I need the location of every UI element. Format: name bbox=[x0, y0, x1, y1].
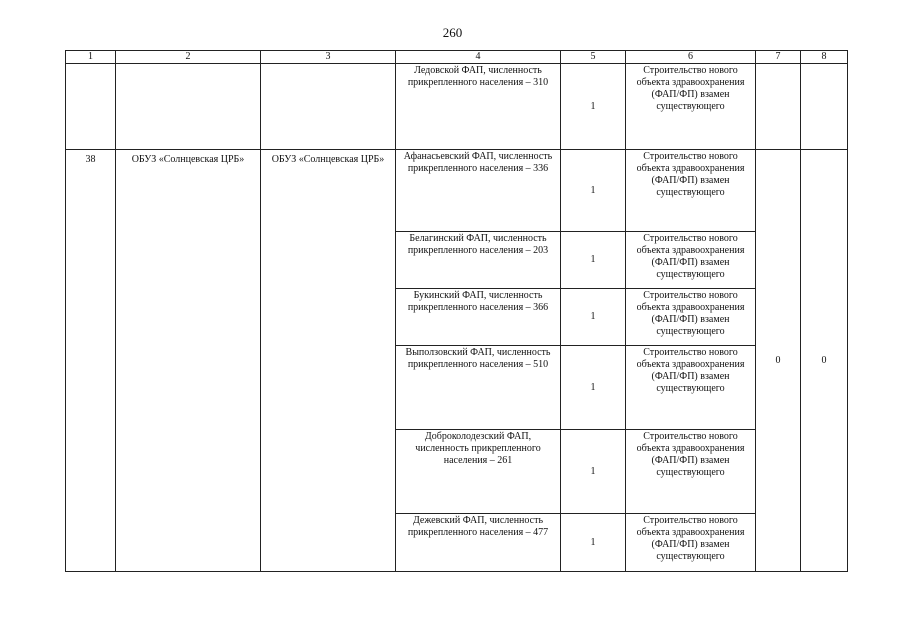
organization-name: ОБУЗ «Солнцевская ЦРБ» bbox=[116, 150, 261, 572]
table-row bbox=[66, 64, 848, 150]
fap-count: 1 bbox=[561, 232, 626, 289]
column-number: 4 bbox=[396, 51, 561, 64]
document-table bbox=[65, 50, 848, 572]
column-number: 7 bbox=[756, 51, 801, 64]
column-7-value: 0 bbox=[756, 150, 801, 572]
table-row bbox=[66, 150, 848, 232]
fap-description: Букинский ФАП, численность прикрепленного населения – 366 bbox=[396, 289, 561, 346]
column-number: 3 bbox=[261, 51, 396, 64]
action-description: Строительство нового объекта здравоохранения (ФАП/ФП) взамен существующего bbox=[626, 514, 756, 572]
fap-count: 1 bbox=[561, 64, 626, 150]
fap-description: Афанасьевский ФАП, численность прикрепленного населения – 336 bbox=[396, 150, 561, 232]
column-number: 2 bbox=[116, 51, 261, 64]
fap-description: Выползовский ФАП, численность прикрепленного населения – 510 bbox=[396, 346, 561, 430]
column-number-row bbox=[66, 51, 848, 64]
column-number: 6 bbox=[626, 51, 756, 64]
action-description: Строительство нового объекта здравоохранения (ФАП/ФП) взамен существующего bbox=[626, 289, 756, 346]
column-8-value: 0 bbox=[801, 150, 848, 572]
fap-count: 1 bbox=[561, 346, 626, 430]
action-description: Строительство нового объекта здравоохранения (ФАП/ФП) взамен существующего bbox=[626, 232, 756, 289]
fap-description: Ледовской ФАП, численность прикрепленного населения – 310 bbox=[396, 64, 561, 150]
fap-count: 1 bbox=[561, 150, 626, 232]
action-description: Строительство нового объекта здравоохранения (ФАП/ФП) взамен существующего bbox=[626, 430, 756, 514]
fap-count: 1 bbox=[561, 514, 626, 572]
column-number: 8 bbox=[801, 51, 848, 64]
fap-description: Дежевский ФАП, численность прикрепленного населения – 477 bbox=[396, 514, 561, 572]
action-description: Строительство нового объекта здравоохранения (ФАП/ФП) взамен существующего bbox=[626, 150, 756, 232]
organization-name: ОБУЗ «Солнцевская ЦРБ» bbox=[261, 150, 396, 572]
page-number: 260 bbox=[442, 25, 463, 40]
action-description: Строительство нового объекта здравоохранения (ФАП/ФП) взамен существующего bbox=[626, 64, 756, 150]
entry-number: 38 bbox=[66, 150, 116, 572]
column-number: 1 bbox=[66, 51, 116, 64]
column-number: 5 bbox=[561, 51, 626, 64]
fap-count: 1 bbox=[561, 289, 626, 346]
action-description: Строительство нового объекта здравоохранения (ФАП/ФП) взамен существующего bbox=[626, 346, 756, 430]
fap-description: Белагинский ФАП, численность прикрепленного населения – 203 bbox=[396, 232, 561, 289]
fap-count: 1 bbox=[561, 430, 626, 514]
fap-description: Доброколодезский ФАП, численность прикрепленного населения – 261 bbox=[396, 430, 561, 514]
